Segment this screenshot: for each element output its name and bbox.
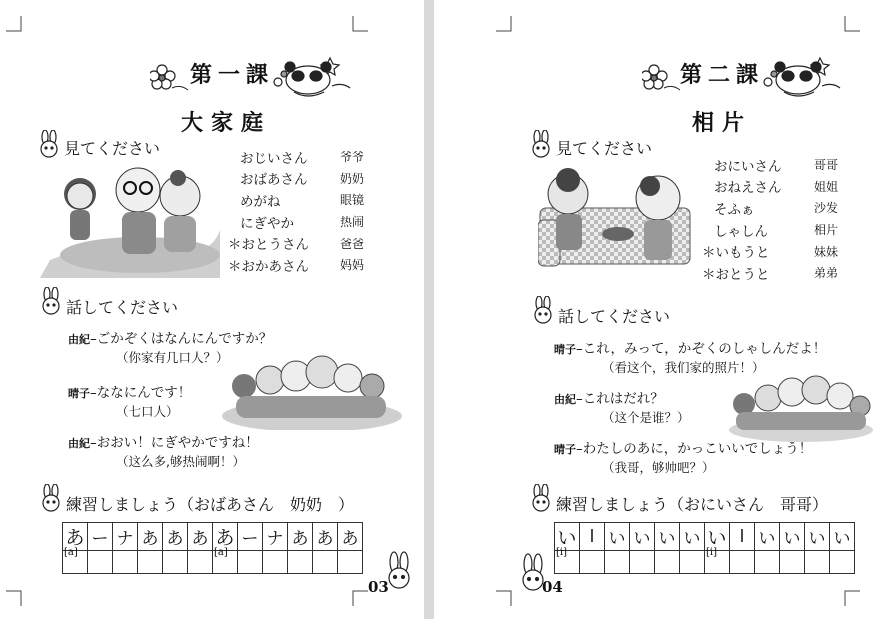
grid-cell bbox=[805, 551, 830, 574]
vocab-cn: 妹妹 bbox=[814, 244, 839, 259]
dialogue-line bbox=[68, 384, 191, 421]
bunny-icon bbox=[528, 130, 554, 160]
vocab-jp: ＊おとうさん bbox=[228, 237, 309, 254]
vocab-row bbox=[240, 168, 364, 190]
crop-mark-icon bbox=[496, 16, 512, 32]
vocab-list bbox=[228, 146, 365, 276]
grid-cell bbox=[338, 551, 363, 574]
vocab-jp: めがね bbox=[240, 193, 281, 210]
page-number: 03 bbox=[368, 578, 389, 596]
vocab-cn: 相片 bbox=[814, 223, 839, 238]
grid-cell: あ bbox=[338, 523, 363, 551]
lesson-title: 大家庭 bbox=[181, 110, 272, 136]
grid-cell: い bbox=[755, 523, 780, 551]
vocab-jp: おねえさん bbox=[714, 180, 782, 197]
grid-cell bbox=[780, 551, 805, 574]
lesson-number: 第二課 bbox=[680, 62, 765, 88]
vocab-cn: 热闹 bbox=[340, 215, 365, 230]
speaker-name: 由紀 bbox=[68, 437, 90, 450]
practice-heading-text: 練習しましょう（おにいさん 哥哥） bbox=[556, 495, 829, 514]
vocab-jp: ＊おとうと bbox=[702, 266, 770, 283]
grid-cell bbox=[730, 551, 755, 574]
grid-cell: あ [a] bbox=[63, 523, 88, 551]
vocab-row bbox=[240, 146, 364, 168]
crop-mark-icon bbox=[496, 590, 512, 606]
family-group-illustration bbox=[726, 368, 876, 442]
vocab-jp: にぎやか bbox=[240, 215, 294, 232]
grid-cell bbox=[288, 551, 313, 574]
grid-cell: あ bbox=[313, 523, 338, 551]
flower-decoration-icon bbox=[150, 62, 190, 96]
grid-cell bbox=[705, 551, 730, 574]
vocab-row bbox=[702, 240, 838, 262]
practice-section-heading bbox=[556, 492, 828, 515]
vocab-jp: ＊いもうと bbox=[702, 245, 770, 262]
grid-cell: い bbox=[805, 523, 830, 551]
dialogue-translation: （这么多,够热闹啊！） bbox=[116, 454, 245, 469]
dialogue-text: –おおい！にぎやかですね！ bbox=[90, 435, 259, 451]
grid-cell bbox=[63, 551, 88, 574]
grid-cell bbox=[655, 551, 680, 574]
grid-cell bbox=[88, 551, 113, 574]
grid-cell bbox=[755, 551, 780, 574]
left-page bbox=[0, 0, 424, 619]
grid-cell bbox=[605, 551, 630, 574]
see-heading-text: 見てください bbox=[64, 139, 161, 158]
grid-cell: い bbox=[780, 523, 805, 551]
bunny-icon bbox=[528, 484, 554, 514]
bunny-icon bbox=[38, 287, 64, 317]
speaker-name: 晴子 bbox=[68, 387, 90, 400]
talk-heading-text: 話してください bbox=[558, 307, 671, 326]
speaker-name: 晴子 bbox=[554, 343, 576, 356]
grid-cell: l bbox=[580, 523, 605, 551]
dialogue-text: –わたしのあに，かっこいいでしょう！ bbox=[576, 441, 813, 457]
vocab-cn: 爸爸 bbox=[340, 236, 365, 251]
vocab-jp: おばあさん bbox=[240, 172, 308, 189]
vocab-row bbox=[240, 211, 364, 233]
see-heading-text: 見てください bbox=[556, 139, 653, 158]
grid-cell: ー bbox=[88, 523, 113, 551]
dialogue-translation: （看这个，我们家的照片！） bbox=[602, 360, 765, 375]
dialogue-text: –これ，みって，かぞくのしゃしんだよ！ bbox=[576, 341, 827, 357]
grid-cell bbox=[263, 551, 288, 574]
grid-cell bbox=[630, 551, 655, 574]
grid-cell: あ bbox=[188, 523, 213, 551]
vocab-cn: 弟弟 bbox=[814, 266, 839, 281]
vocab-row bbox=[714, 197, 838, 219]
vocab-cn: 爷爷 bbox=[340, 150, 365, 165]
lesson-number: 第一課 bbox=[190, 62, 275, 88]
grid-cell: ー bbox=[238, 523, 263, 551]
dialogue-translation: （你家有几口人？） bbox=[116, 350, 229, 365]
vocab-cn: 眼镜 bbox=[340, 193, 365, 208]
bunny-icon bbox=[38, 484, 64, 514]
dialogue-translation: （我哥，够帅吧？） bbox=[602, 460, 715, 475]
panda-decoration-icon bbox=[270, 52, 354, 98]
grid-cell: あ bbox=[163, 523, 188, 551]
vocab-cn: 姐姐 bbox=[814, 179, 839, 194]
talk-heading-text: 話してください bbox=[66, 298, 179, 317]
vocab-cn: 妈妈 bbox=[340, 258, 365, 273]
dialogue-translation: （这个是谁？） bbox=[602, 410, 690, 425]
vocab-row bbox=[714, 176, 838, 198]
vocab-row bbox=[240, 189, 364, 211]
dialogue-line bbox=[554, 390, 690, 427]
grid-cell bbox=[238, 551, 263, 574]
crop-mark-icon bbox=[352, 16, 368, 32]
grid-cell: あ bbox=[138, 523, 163, 551]
talk-section-heading bbox=[66, 295, 178, 318]
practice-grid bbox=[62, 522, 363, 574]
grid-cell: い bbox=[655, 523, 680, 551]
page-number: 04 bbox=[542, 578, 563, 596]
speaker-name: 晴子 bbox=[554, 443, 576, 456]
vocab-jp: そふぁ bbox=[714, 201, 755, 218]
vocab-row bbox=[228, 254, 364, 276]
vocab-jp: おにいさん bbox=[714, 158, 782, 175]
vocab-cn: 奶奶 bbox=[340, 171, 365, 186]
panda-decoration-icon bbox=[760, 52, 844, 98]
grid-cell: ナ bbox=[113, 523, 138, 551]
bunny-icon bbox=[530, 296, 556, 326]
vocab-row bbox=[702, 262, 838, 284]
dialogue-line bbox=[554, 440, 812, 477]
grid-cell: l bbox=[730, 523, 755, 551]
grid-cell bbox=[580, 551, 605, 574]
grid-cell: い bbox=[630, 523, 655, 551]
grid-cell bbox=[830, 551, 855, 574]
vocab-row bbox=[714, 219, 838, 241]
dialogue-text: –ごかぞくはなんにんですか？ bbox=[90, 331, 273, 347]
grid-cell bbox=[163, 551, 188, 574]
see-section-heading bbox=[556, 136, 652, 159]
vocab-jp: しゃしん bbox=[714, 223, 768, 240]
vocab-cn: 沙发 bbox=[814, 201, 839, 216]
bunny-icon bbox=[384, 550, 414, 590]
grid-cell: あ bbox=[288, 523, 313, 551]
bunny-icon bbox=[36, 130, 62, 160]
crop-mark-icon bbox=[6, 590, 22, 606]
practice-section-heading bbox=[66, 492, 354, 515]
crop-mark-icon bbox=[352, 590, 368, 606]
grid-cell: い bbox=[680, 523, 705, 551]
vocab-row bbox=[714, 154, 838, 176]
family-illustration bbox=[40, 160, 220, 278]
talk-section-heading bbox=[558, 304, 670, 327]
speaker-name: 由紀 bbox=[68, 333, 90, 346]
dialogue-line bbox=[68, 434, 259, 471]
family-group-illustration bbox=[222, 346, 402, 430]
grid-cell bbox=[188, 551, 213, 574]
grid-cell: い bbox=[605, 523, 630, 551]
vocab-cn: 哥哥 bbox=[814, 158, 839, 173]
grid-cell: ナ bbox=[263, 523, 288, 551]
lesson-title: 相片 bbox=[692, 110, 753, 136]
grid-cell: い [i] bbox=[555, 523, 580, 551]
speaker-name: 由紀 bbox=[554, 393, 576, 406]
grid-cell: い [i] bbox=[705, 523, 730, 551]
vocab-row bbox=[228, 232, 364, 254]
grid-cell: あ [a] bbox=[213, 523, 238, 551]
crop-mark-icon bbox=[844, 16, 860, 32]
vocab-jp: おじいさん bbox=[240, 150, 308, 167]
right-page bbox=[434, 0, 882, 619]
flower-decoration-icon bbox=[642, 62, 682, 96]
grid-cell bbox=[213, 551, 238, 574]
crop-mark-icon bbox=[844, 590, 860, 606]
practice-heading-text: 練習しましょう（おばあさん 奶奶 ） bbox=[66, 495, 355, 514]
grid-cell bbox=[680, 551, 705, 574]
dialogue-text: –ななにんです！ bbox=[90, 385, 192, 401]
practice-grid bbox=[554, 522, 855, 574]
vocab-jp: ＊おかあさん bbox=[228, 258, 309, 275]
dialogue-text: –これはだれ？ bbox=[576, 391, 664, 407]
grid-cell: い bbox=[830, 523, 855, 551]
grid-cell bbox=[138, 551, 163, 574]
grid-cell bbox=[313, 551, 338, 574]
grid-cell bbox=[113, 551, 138, 574]
vocab-list bbox=[702, 154, 839, 284]
see-section-heading bbox=[64, 136, 160, 159]
grid-cell bbox=[555, 551, 580, 574]
dialogue-translation: （七口人） bbox=[116, 404, 179, 419]
crop-mark-icon bbox=[6, 16, 22, 32]
sofa-illustration bbox=[538, 164, 698, 274]
